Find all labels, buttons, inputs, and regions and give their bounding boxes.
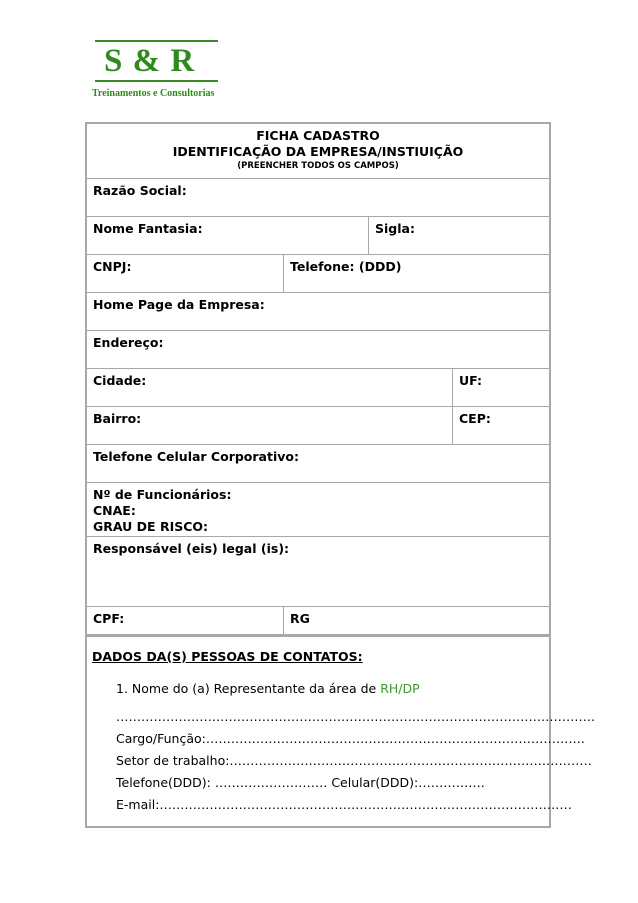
row-cpf (87, 607, 549, 635)
field-endereco[interactable]: Endereço: (87, 331, 549, 368)
empresa-dados-cell (87, 483, 549, 536)
contact-telefone-field[interactable]: Telefone(DDD): ……………………… Celular(DDD):……………. (116, 775, 485, 790)
row-empresa-dados (87, 483, 549, 537)
field-telefone[interactable]: Telefone: (DDD) (284, 255, 549, 292)
contact-representative-line (92, 678, 554, 700)
form-instruction: (PREENCHER TODOS OS CAMPOS) (237, 161, 399, 171)
contact-setor-field[interactable]: Setor de trabalho:…………………………………………………………………………… (116, 753, 592, 768)
contact-name-blank[interactable]: ……………………………………………………………………………………………………. (116, 709, 595, 724)
field-cep[interactable]: CEP: (453, 407, 549, 444)
contact-representative-label: 1. Nome do (a) Representante da área de (116, 681, 381, 696)
logo-mark: S & R (104, 43, 196, 79)
row-cnpj (87, 255, 549, 293)
row-nome-fantasia (87, 217, 549, 255)
row-contatos (87, 635, 595, 826)
field-cnae[interactable]: CNAE: (93, 503, 136, 518)
field-uf[interactable]: UF: (453, 369, 549, 406)
logo-bottom-rule (95, 80, 218, 82)
form-subtitle: IDENTIFICAÇÃO DA EMPRESA/INSTIUIÇÃO (172, 144, 464, 159)
logo-tagline: Treinamentos e Consultorias (92, 88, 215, 99)
field-cidade[interactable]: Cidade: (87, 369, 453, 406)
form-title: FICHA CADASTRO (256, 128, 380, 143)
registration-form (85, 122, 595, 828)
row-responsavel (87, 537, 549, 607)
row-home-page (87, 293, 549, 331)
field-bairro[interactable]: Bairro: (87, 407, 453, 444)
field-home-page[interactable]: Home Page da Empresa: (87, 293, 549, 330)
field-rg[interactable]: RG (284, 607, 549, 634)
row-bairro (87, 407, 549, 445)
row-telefone-celular (87, 445, 549, 483)
field-nome-fantasia[interactable]: Nome Fantasia: (87, 217, 369, 254)
field-cnpj[interactable]: CNPJ: (87, 255, 284, 292)
field-cpf[interactable]: CPF: (87, 607, 284, 634)
field-telefone-celular[interactable]: Telefone Celular Corporativo: (87, 445, 549, 482)
contacts-section (87, 637, 595, 826)
field-razao-social[interactable]: Razão Social: (87, 179, 549, 216)
field-grau-risco[interactable]: GRAU DE RISCO: (93, 519, 209, 534)
row-razao-social (87, 179, 549, 217)
row-cidade (87, 369, 549, 407)
form-header (87, 124, 549, 178)
contact-area-label: RH/DP (380, 681, 420, 696)
contacts-title: DADOS DA(S) PESSOAS DE CONTATOS: (92, 649, 363, 664)
field-responsavel[interactable]: Responsável (eis) legal (is): (87, 537, 549, 606)
company-logo (92, 40, 218, 99)
contact-cargo-field[interactable]: Cargo/Função:………………………………………………………………………………. (116, 731, 585, 746)
field-num-funcionarios[interactable]: Nº de Funcionários: (93, 487, 232, 502)
field-sigla[interactable]: Sigla: (369, 217, 549, 254)
contact-email-field[interactable]: E-mail:……………………………………………………………………………………… (116, 797, 572, 812)
row-endereco (87, 331, 549, 369)
form-header-row (87, 124, 549, 179)
